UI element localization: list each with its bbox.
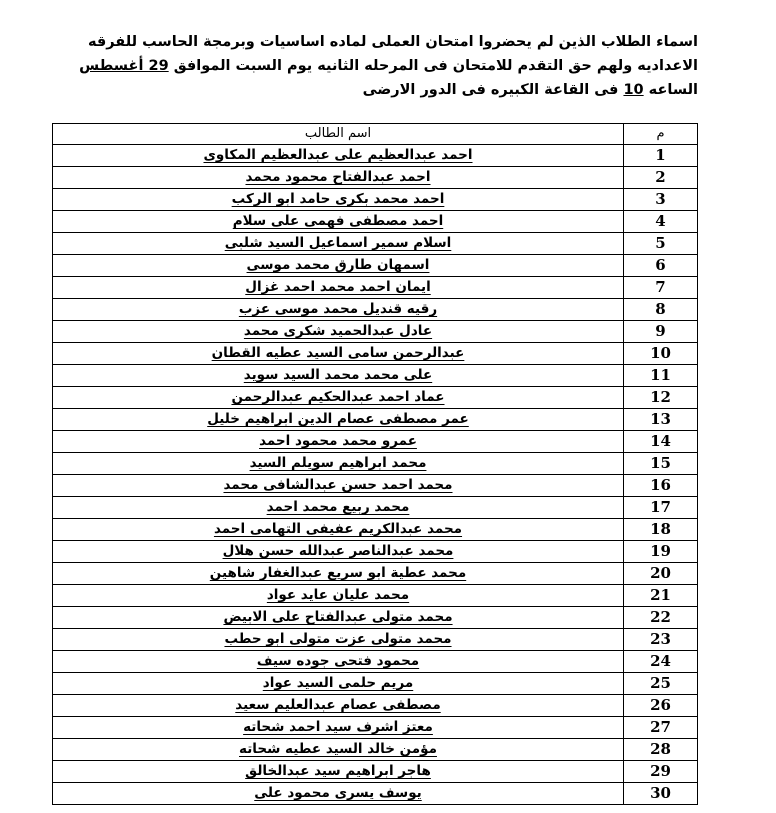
student-name: اسمهان طارق محمد موسى [246,257,430,273]
row-number: 10 [624,343,698,365]
table-row [53,585,698,607]
student-name-cell [53,497,624,519]
row-number: 8 [624,299,698,321]
table-row [53,365,698,387]
student-name: محمد عبدالكريم عفيفى التهامى احمد [213,521,463,537]
header-number: م [624,124,698,145]
row-number: 19 [624,541,698,563]
student-name-cell [53,519,624,541]
student-name: ايمان احمد محمد احمد غزال [245,279,431,295]
row-number: 20 [624,563,698,585]
row-number: 27 [624,717,698,739]
heading-month: أغسطس [79,58,149,74]
table-row [53,497,698,519]
student-name: محمد متولى عزت متولى ابو حطب [224,631,452,647]
students-table [52,123,698,805]
student-name-cell [53,739,624,761]
student-name: احمد عبدالعظيم على عبدالعظيم المكاوى [203,147,473,163]
table-row [53,189,698,211]
student-name: محمد عليان عايد عواد [266,587,410,603]
student-name-cell [53,673,624,695]
table-row [53,387,698,409]
table-row [53,761,698,783]
table-row [53,277,698,299]
row-number: 1 [624,145,698,167]
row-number: 7 [624,277,698,299]
row-number: 26 [624,695,698,717]
row-number: 9 [624,321,698,343]
student-name: عادل عبدالحميد شكرى محمد [243,323,433,339]
table-row [53,607,698,629]
row-number: 15 [624,453,698,475]
table-row [53,629,698,651]
table-row [53,541,698,563]
row-number: 5 [624,233,698,255]
student-name: مؤمن خالد السيد عطيه شحاته [239,741,437,757]
table-row [53,211,698,233]
table-row [53,651,698,673]
row-number: 22 [624,607,698,629]
row-number: 4 [624,211,698,233]
row-number: 30 [624,783,698,805]
heading-day: 29 [148,58,169,74]
student-name-cell [53,277,624,299]
table-row [53,475,698,497]
heading-text-2: الساعه [643,82,698,98]
student-name-cell [53,563,624,585]
row-number: 16 [624,475,698,497]
student-name: محمد احمد حسن عبدالشافى محمد [223,477,453,493]
student-name-cell [53,695,624,717]
student-name-cell [53,365,624,387]
student-name-cell [53,321,624,343]
student-name: محمد ابراهيم سويلم السيد [249,455,427,471]
student-name: عمر مصطفى عصام الدين ابراهيم خليل [207,411,469,427]
student-name: محمد عطية ابو سريع عبدالغفار شاهين [209,565,467,581]
student-name-cell [53,629,624,651]
table-row [53,739,698,761]
student-name: على محمد محمد السيد سويد [243,367,433,383]
table-row [53,717,698,739]
row-number: 29 [624,761,698,783]
student-name: اسلام سمير اسماعيل السيد شلبى [224,235,452,251]
student-name-cell [53,651,624,673]
student-name: احمد محمد بكرى حامد ابو الركب [231,191,445,207]
heading-text-3: فى القاعة الكبيره فى الدور الارضى [362,82,624,98]
row-number: 17 [624,497,698,519]
student-name-cell [53,255,624,277]
student-name-cell [53,475,624,497]
student-name: احمد عبدالفتاح محمود محمد [245,169,431,185]
row-number: 12 [624,387,698,409]
student-name-cell [53,453,624,475]
student-name: محمد متولى عبدالفتاح على الابيض [223,609,453,625]
table-row [53,255,698,277]
table-row [53,519,698,541]
student-name-cell [53,145,624,167]
student-name: رقيه قنديل محمد موسى عزب [238,301,438,317]
table-row [53,343,698,365]
student-name: يوسف يسرى محمود على [254,785,422,801]
student-name-cell [53,541,624,563]
student-name: عمرو محمد محمود احمد [259,433,417,449]
row-number: 18 [624,519,698,541]
student-name: مصطفى عصام عبدالعليم سعيد [235,697,441,713]
table-row [53,431,698,453]
student-name: مريم حلمى السيد عواد [262,675,414,691]
row-number: 11 [624,365,698,387]
table-row [53,695,698,717]
student-name-cell [53,167,624,189]
table-row [53,673,698,695]
document-heading [62,30,698,102]
table-row [53,563,698,585]
heading-exam-date [79,58,169,74]
row-number: 3 [624,189,698,211]
row-number: 13 [624,409,698,431]
student-name-cell [53,299,624,321]
student-name-cell [53,387,624,409]
table-row [53,453,698,475]
student-name-cell [53,409,624,431]
student-name: هاجر ابراهيم سيد عبدالخالق [245,763,431,779]
student-name: احمد مصطفى فهمى على سلام [232,213,444,229]
student-name-cell [53,431,624,453]
student-name-cell [53,233,624,255]
row-number: 28 [624,739,698,761]
student-name-cell [53,211,624,233]
student-name-cell [53,189,624,211]
table-header-row [53,124,698,145]
table-row [53,321,698,343]
row-number: 23 [624,629,698,651]
heading-hour: 10 [623,82,644,98]
table-row [53,409,698,431]
row-number: 24 [624,651,698,673]
student-name: محمود فتحى جوده سيف [256,653,420,669]
student-name: عماد احمد عبدالحكيم عبدالرحمن [231,389,445,405]
row-number: 14 [624,431,698,453]
table-row [53,145,698,167]
heading-text-1: اسماء الطلاب الذين لم يحضروا امتحان العملى لماده اساسيات وبرمجة الحاسب للفرقه الاعداديه ولهم حق التقدم للامتحان فى المرحله الثانيه يوم السبت الموافق [88,34,698,74]
student-name: معتز اشرف سيد احمد شحاته [243,719,433,735]
student-name-cell [53,783,624,805]
table-row [53,233,698,255]
student-name-cell [53,607,624,629]
table-row [53,299,698,321]
student-name: عبدالرحمن سامى السيد عطيه القطان [211,345,465,361]
row-number: 25 [624,673,698,695]
table-row [53,167,698,189]
table-row [53,783,698,805]
students-table-body [53,145,698,805]
student-name: محمد ربيع محمد احمد [266,499,410,515]
student-name: محمد عبدالناصر عبدالله حسن هلال [222,543,454,559]
student-name-cell [53,585,624,607]
row-number: 21 [624,585,698,607]
row-number: 2 [624,167,698,189]
student-name-cell [53,343,624,365]
student-name-cell [53,761,624,783]
header-student-name: اسم الطالب [53,124,624,145]
student-name-cell [53,717,624,739]
row-number: 6 [624,255,698,277]
